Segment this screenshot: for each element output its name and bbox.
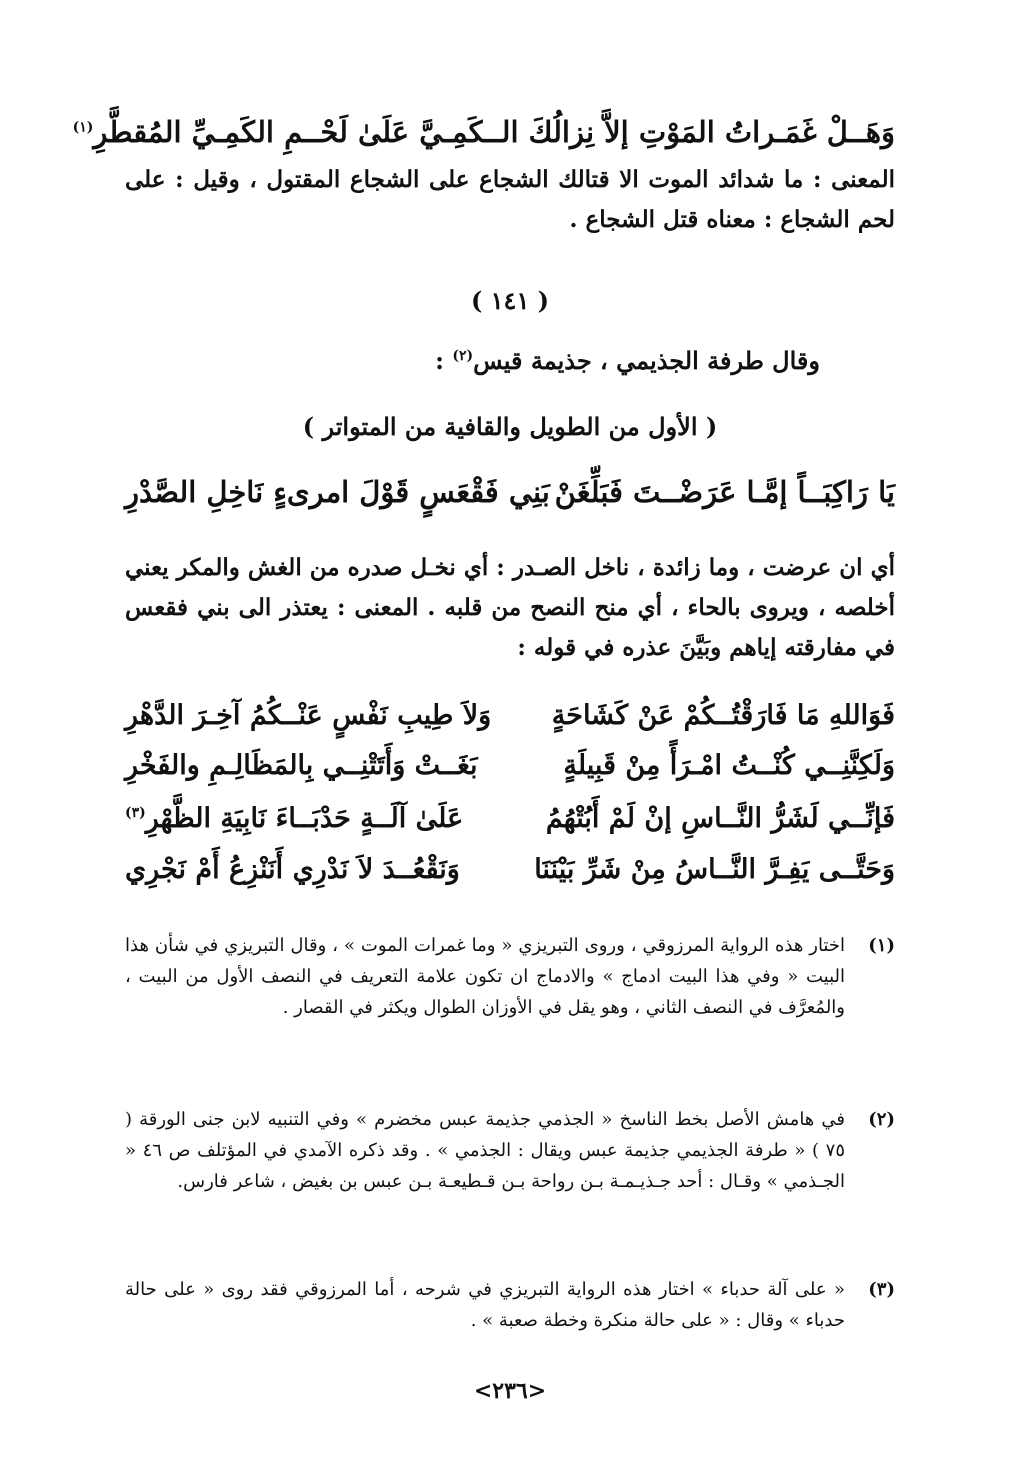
poem-intro-text: وقال طرفة الجذيمي ، جذيمة قيس	[473, 346, 820, 375]
poem-hemistich-2: بَغَــتْ وَأَتَتْنِــي بِالمَظَالِـمِ والفَخْرِ	[125, 749, 478, 781]
top-commentary: المعنى : ما شدائد الموت الا قتالك الشجاع على الشجاع المقتول ، وقيل : على لحم الشجاع : معناه قتل الشجاع .	[125, 166, 895, 233]
footnote-number: (٢)	[868, 1109, 895, 1130]
verse-first-half: وَهَــلْ غَمَـراتُ المَوْتِ إلاَّ نِزالُكَ الـ	[493, 115, 895, 149]
footnote-text: في هامش الأصل بخط الناسخ « الجذمي جذيمة عبس مخضرم » وفي التنبيه لابن جنى الورقة ( ٧٥ ) « طرفة الجذيمي جذيمة عبس ويقال : الجذمي » . وقد ذكره الآمدي في المؤتلف ص ٤٦ « الجـذمي » وقـال : أحد جـذيـمـة بـن رواحة بـن قـطيعـة بـن عبس بن بغيض ، شاعر فارس.	[125, 1109, 846, 1192]
footnote-text: اختار هذه الرواية المرزوقي ، وروى التبريزي « وما غمرات الموت » ، وقال التبريزي في شأن هذا البيت « وفي هذا البيت ادماج » والادماج ان تكون علامة التعريف في النصف الأول من البيت ، والمُعرَّف في النصف الثاني ، وهو يقل في الأوزان الطوال ويكثر في القصار .	[125, 935, 845, 1018]
footnote-1	[125, 930, 895, 1023]
footnote-number: (٣)	[868, 1279, 895, 1300]
poem-hemistich-1: وَلَكِنَّنِــي كُنْــتُ امْـرَأً مِنْ قَبِيلَةٍ	[563, 749, 895, 781]
poem-hemistich-1: وَحَتَّــى يَفِـرَّ النَّــاسُ مِنْ شَرِّ بَيْنَنَا	[534, 853, 895, 885]
verse-second-half-text: ـكَمِـيَّ عَلَىٰ لَحْــمِ الكَمِـيِّ المُقطَّرِ	[93, 115, 494, 149]
verse-second-half	[73, 115, 494, 149]
footnote-number: (١)	[868, 935, 895, 956]
footnote-text: « على آلة حدباء » اختار هذه الرواية التبريزي في شرحه ، أما المرزوقي فقد روى « على حالة حدباء » وقال : « على حالة منكرة وخطة صعبة » .	[125, 1279, 845, 1331]
verse-first-half: يَا رَاكِبَــاً إمَّـا عَرَضْــتَ فَبَلِّغَنْ	[554, 475, 895, 509]
poem-hemistich-2	[125, 803, 463, 834]
poem-line-1	[125, 692, 895, 738]
footnote-ref: (١)	[72, 119, 94, 136]
meter-label: ( الأول من الطويل والقافية من المتواتر )	[302, 412, 718, 441]
poem-intro-colon: :	[435, 346, 445, 375]
commentary-2: أي ان عرضت ، وما زائدة ، ناخل الصـدر : أي نخـل صدره من الغش والمكر يعني أخلصه ، ويروى بالحاء ، أي منح النصح من قلبه . المعنى : يعتذر الى بني فقعس في مفارقته إياهم وبَيَّنَ عذره في قوله :	[125, 554, 895, 661]
poem-line-2	[125, 742, 895, 788]
poem-hemistich-1: فَوَاللهِ مَا فَارَقْتُــكُمْ عَنْ كَشَاحَةٍ	[551, 699, 895, 731]
verse-second-half: بَنِي فَقْعَسٍ قَوْلَ امرىءٍ نَاخِلِ الصَّدْرِ	[125, 475, 550, 509]
poem-line-4	[125, 846, 895, 892]
page-number: <٢٣٦>	[473, 1378, 547, 1404]
top-verse	[72, 108, 895, 156]
poem-hemistich-2: وَلاَ طِيبِ نَفْسٍ عَنْــكُمُ آخِـرَ الدَّهْرِ	[125, 699, 492, 731]
poem-line-3	[125, 795, 895, 841]
poem-intro	[435, 346, 820, 375]
section-number: ( ١٤١ )	[470, 286, 550, 315]
poem-hemistich-2: وَنَقْعُــدَ لاَ نَدْرِي أَنَنْزِعُ أَمْ نَجْرِي	[125, 853, 460, 885]
verse-2	[125, 468, 895, 516]
footnote-3	[125, 1274, 895, 1336]
footnote-ref: (٣)	[125, 804, 146, 821]
poem-hemistich-text: عَلَىٰ آلَــةٍ حَدْبَــاءَ نَابِيَةِ الظَّهْرِ	[145, 802, 464, 834]
footnote-2	[125, 1104, 895, 1197]
poem-hemistich-1: فَإنِّــي لَشَرُّ النَّــاسِ إنْ لَمْ أَبُتْهُمُ	[545, 802, 895, 834]
footnote-ref: (٢)	[452, 348, 474, 364]
